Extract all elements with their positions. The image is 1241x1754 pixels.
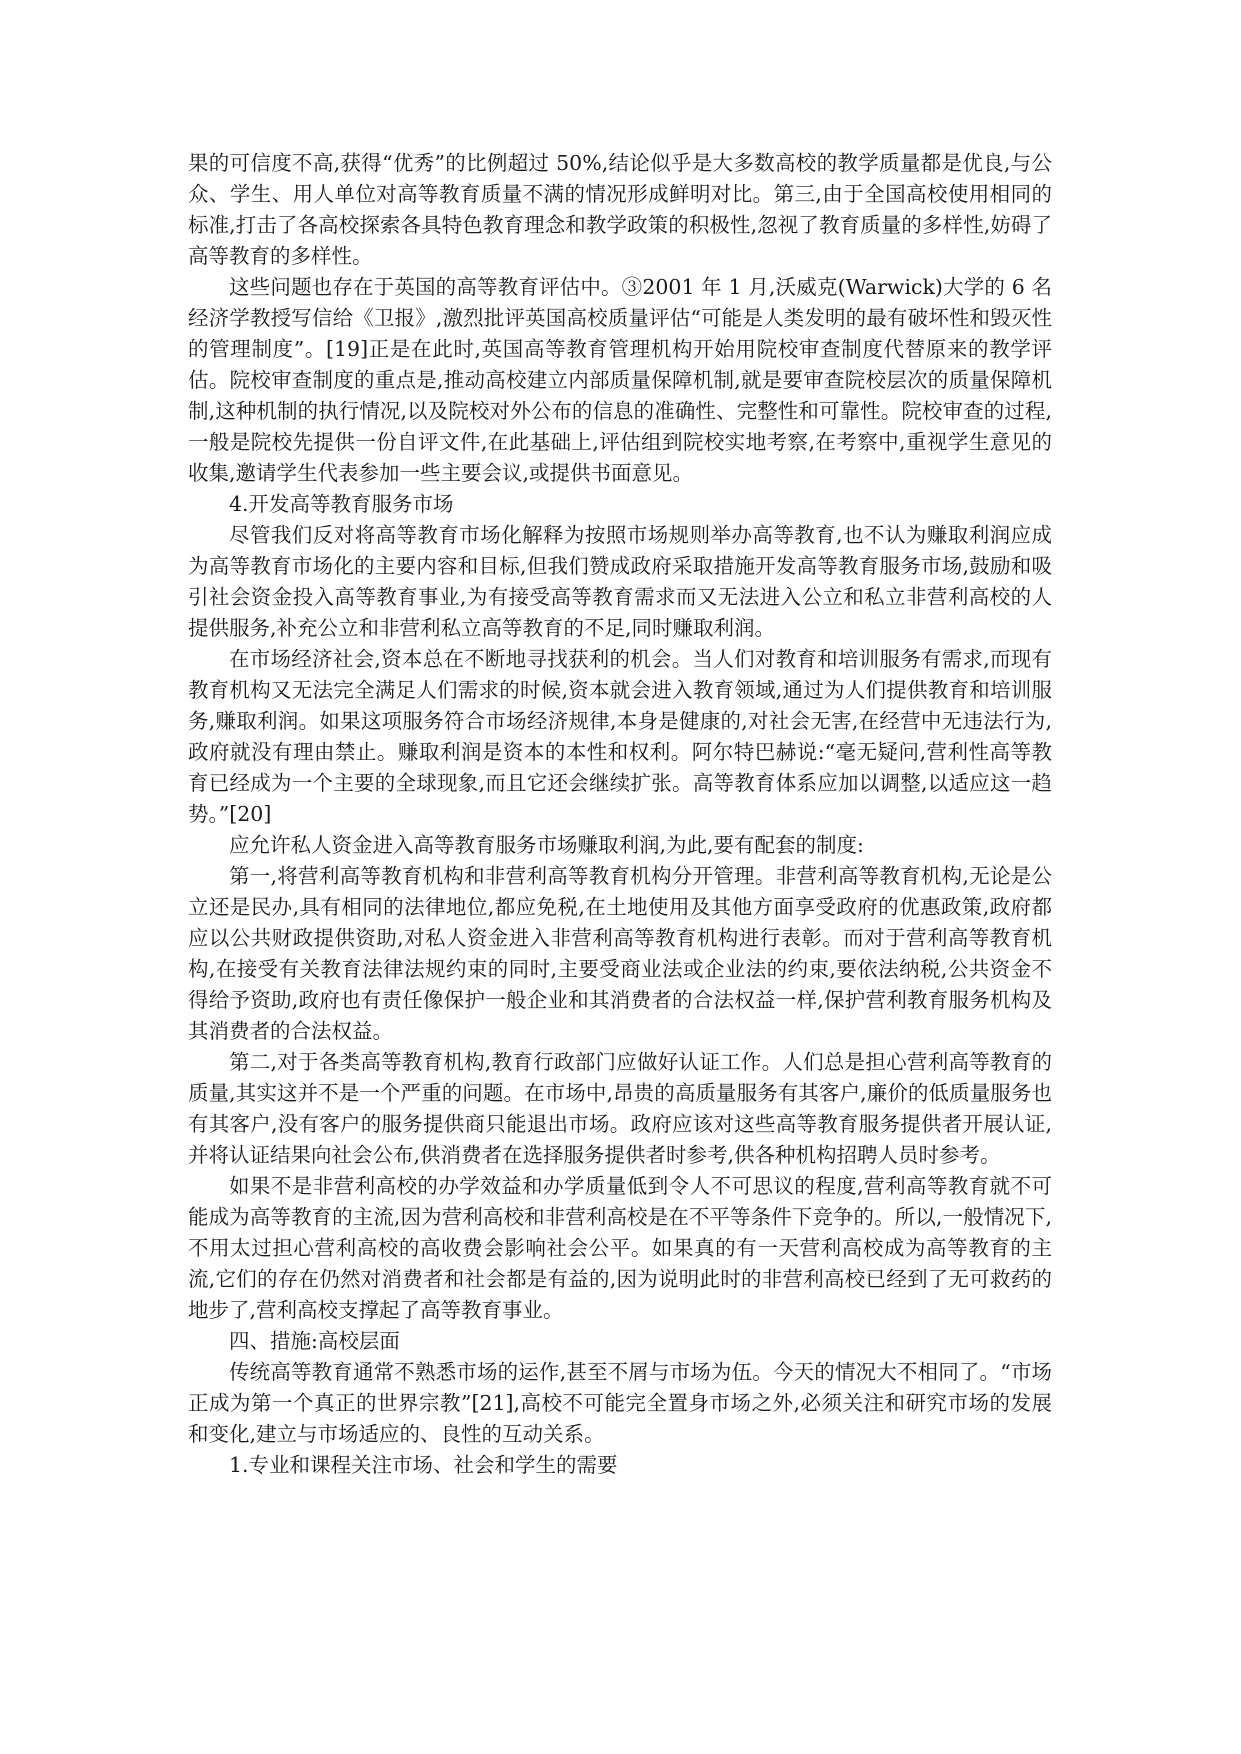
paragraph: 在市场经济社会,资本总在不断地寻找获利的机会。当人们对教育和培训服务有需求,而现有教育机构又无法完全满足人们需求的时候,资本就会进入教育领域,通过为人们提供教育和培训服务,赚取利润。如果这项服务符合市场经济规律,本身是健康的,对社会无害,在经营中无违法行为,政府就没有理由禁止。赚取利润是资本的本性和权利。阿尔特巴赫说:“毫无疑问,营利性高等教育已经成为一个主要的全球现象,而且它还会继续扩张。高等教育体系应加以调整,以适应这一趋势。”[20] xyxy=(188,647,1052,826)
paragraph: 第二,对于各类高等教育机构,教育行政部门应做好认证工作。人们总是担心营利高等教育的质量,其实这并不是一个严重的问题。在市场中,昂贵的高质量服务有其客户,廉价的低质量服务也有其客户,没有客户的服务提供商只能退出市场。政府应该对这些高等教育服务提供者开展认证,并将认证结果向社会公布,供消费者在选择服务提供者时参考,供各种机构招聘人员时参考。 xyxy=(188,1050,1052,1167)
paragraph: 这些问题也存在于英国的高等教育评估中。③2001 年 1 月,沃威克(Warwick)大学的 6 名经济学教授写信给《卫报》,激烈批评英国高校质量评估“可能是人类发明的最有破坏性和毁灭性的管理制度”。[19]正是在此时,英国高等教育管理机构开始用院校审查制度代替原来的教学评估。院校审查制度的重点是,推动高校建立内部质量保障机制,就是要审查院校层次的质量保障机制,这种机制的执行情况,以及院校对外公布的信息的准确性、完整性和可靠性。院校审查的过程,一般是院校先提供一份自评文件,在此基础上,评估组到院校实地考察,在考察中,重视学生意见的收集,邀请学生代表参加一些主要会议,或提供书面意见。 xyxy=(188,275,1052,485)
paragraph: 如果不是非营利高校的办学效益和办学质量低到令人不可思议的程度,营利高等教育就不可能成为高等教育的主流,因为营利高校和非营利高校是在不平等条件下竞争的。所以,一般情况下,不用太过担心营利高校的高收费会影响社会公平。如果真的有一天营利高校成为高等教育的主流,它们的存在仍然对消费者和社会都是有益的,因为说明此时的非营利高校已经到了无可救药的地步了,营利高校支撑起了高等教育事业。 xyxy=(188,1174,1052,1322)
paragraph: 果的可信度不高,获得“优秀”的比例超过 50%,结论似乎是大多数高校的教学质量都是优良,与公众、学生、用人单位对高等教育质量不满的情况形成鲜明对比。第三,由于全国高校使用相同的标准,打击了各高校探索各具特色教育理念和教学政策的积极性,忽视了教育质量的多样性,妨碍了高等教育的多样性。 xyxy=(188,151,1052,268)
paragraph: 传统高等教育通常不熟悉市场的运作,甚至不屑与市场为伍。今天的情况大不相同了。“市场正成为第一个真正的世界宗教”[21],高校不可能完全置身市场之外,必须关注和研究市场的发展和变化,建立与市场适应的、良性的互动关系。 xyxy=(188,1360,1052,1446)
section-heading: 四、措施:高校层面 xyxy=(229,1329,400,1353)
document-page xyxy=(188,148,1052,1481)
paragraph: 应允许私人资金进入高等教育服务市场赚取利润,为此,要有配套的制度: xyxy=(229,833,864,857)
paragraph: 尽管我们反对将高等教育市场化解释为按照市场规则举办高等教育,也不认为赚取利润应成为高等教育市场化的主要内容和目标,但我们赞成政府采取措施开发高等教育服务市场,鼓励和吸引社会资金投入高等教育事业,为有接受高等教育需求而又无法进入公立和私立非营利高校的人提供服务,补充公立和非营利私立高等教育的不足,同时赚取利润。 xyxy=(188,523,1052,640)
paragraph: 第一,将营利高等教育机构和非营利高等教育机构分开管理。非营利高等教育机构,无论是公立还是民办,具有相同的法律地位,都应免税,在土地使用及其他方面享受政府的优惠政策,政府都应以公共财政提供资助,对私人资金进入非营利高等教育机构进行表彰。而对于营利高等教育机构,在接受有关教育法律法规约束的同时,主要受商业法或企业法的约束,要依法纳税,公共资金不得给予资助,政府也有责任像保护一般企业和其消费者的合法权益一样,保护营利教育服务机构及其消费者的合法权益。 xyxy=(188,864,1052,1043)
section-heading: 1.专业和课程关注市场、社会和学生的需要 xyxy=(229,1453,618,1477)
section-heading: 4.开发高等教育服务市场 xyxy=(229,492,454,516)
